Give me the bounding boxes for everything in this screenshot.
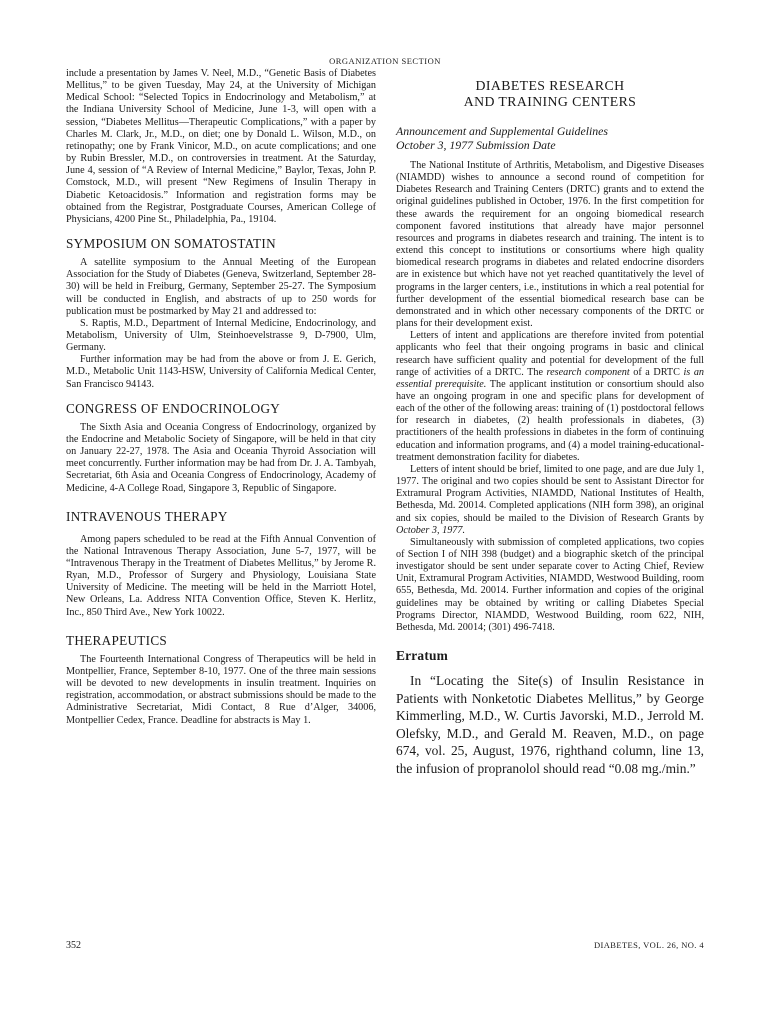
somatostatin-paragraph-3: Further information may be had from the above or from J. E. Gerich, M.D., Metabolic Unit 1143-HSW, University of California Medical Center, San Francisco 94143. (66, 354, 376, 390)
intro-paragraph: include a presentation by James V. Neel, M.D., “Genetic Basis of Diabetes Mellitus,” to be given Tuesday, May 24, at the University of Michigan Medical School: “Selected Topics in Endocrinology and Metabolism,” at the Indiana University School of Medicine, June 1-3, will open with a session, “Diabetes Mellitus—Therapeutic Complications,” with a paper by Charles M. Clark, Jr., M.D., on diet; one by Donald L. Wilson, M.D., on retinopathy; one by Frank Vinicor, M.D., on acute complications; and one by Rubin Bressler, M.D., on controversies in treatment. At the Saturday, June 4, session of “A Review of Internal Medicine,” Baylor, Texas, John P. Comstock, M.D., will present “New Regimens of Insulin Therapy in Diabetic Ketoacidosis.” Information and registration forms may be obtained from the Registrar, Postgraduate Courses, American College of Physicians, 4200 Pine St., Philadelphia, Pa., 19104. (66, 68, 376, 225)
endocrinology-paragraph: The Sixth Asia and Oceania Congress of Endocrinology, organized by the Endocrine and Metabolic Society of Singapore, will be held in that city on January 22-27, 1978. The Asia and Oceania Thyroid Association will meet concurrently. Further information may be had from Dr. J. A. Tambyah, Secretariat, 6th Asia and Oceania Congress of Endocrinology, Academy of Medicine, 4-A College Road, Singapore 3, Republic of Singapore. (66, 421, 376, 494)
p2-emphasis-b: is an essential prerequisite. (396, 366, 705, 390)
endocrinology-heading: CONGRESS OF ENDOCRINOLOGY (66, 400, 281, 416)
drtc-paragraph-4: Simultaneously with submission of completed applications, two copies of Section I of NIH 398 (budget) and a biographic sketch of the principal investigator should be sent under separate cover to Acting Chief, Review Unit, Extramural Program Activities, NIAMDD, Westwood Building, room 655, Bethesda, Md. 20014. Further information and copies of the original guidelines may be obtained by writing or calling Diabetes Special Programs Director, NIAMDD, Westwood Building, room 622, NIH, Bethesda, Md. 20014; (301) 496-7418. (396, 536, 704, 633)
p2-text-b: of a DRTC (629, 366, 684, 378)
intravenous-heading: INTRAVENOUS THERAPY (66, 508, 228, 524)
page-number: 352 (66, 940, 81, 951)
erratum-body: In “Locating the Site(s) of Insulin Resistance in Patients with Nonketotic Diabetes Mellitus,” by George Kimmerling, M.D., W. Curtis Javorski, M.D., Jerrold M. Olefsky, M.D., and Gerald M. Reaven, M.D., on page 674, vol. 25, August, 1976, righthand column, line 13, the infusion of propranolol should read “0.08 mg./min.” (396, 673, 704, 777)
p3-emphasis: October 3, 1977. (396, 524, 466, 536)
journal-citation: DIABETES, VOL. 26, NO. 4 (593, 940, 704, 950)
p2-text-c: The applicant institution or consortium should also have an ongoing program in one and specific plans for development of each of the other of the following areas: training of (1) postdoctoral fellows for research in diabetes, (2) health professionals in diabetes, (3) practitioners of the health professions in diabetes in the form of continuing education and information programs, and (4) a model training-educational-treatment demonstration facility for diabetes. (396, 378, 704, 463)
article-title-line-2: AND TRAINING CENTERS (463, 94, 637, 109)
erratum-heading: Erratum (396, 648, 448, 664)
intravenous-paragraph: Among papers scheduled to be read at the Fifth Annual Convention of the National Intravenous Therapy Association, June 5-7, 1977, will be “Intravenous Therapy in the Treatment of Diabetes Mellitus,” by Jerome R. Ryan, M.D., Professor of Surgery and Physiology, Louisiana State University of Medicine. The meeting will be held in the Marriott Hotel, New Orleans, La. Address NITA Convention Office, Steven K. Herlitz, Inc., 850 Third Ave., New York 10022. (66, 533, 376, 618)
therapeutics-paragraph: The Fourteenth International Congress of Therapeutics will be held in Montpellier, France, September 8-10, 1977. One of the three main sessions will be devoted to new developments in insulin treatment. Inquiries on registration, accommodation, or abstract submissions should be made to the Administrative Secretariat, Midi Contact, 8 Rue d’Alger, 34006, Montpellier Cedex, France. Deadline for abstracts is May 1. (66, 653, 376, 726)
somatostatin-paragraph-1: A satellite symposium to the Annual Meeting of the European Association for the Study of Diabetes (Geneva, Switzerland, September 28-30) will be held in Freiburg, Germany, September 25-27. The Symposium will be conducted in English, and abstracts of up to 250 words for publication must be postmarked by May 21 and addressed to: (66, 257, 376, 317)
somatostatin-paragraph-2: S. Raptis, M.D., Department of Internal Medicine, Endocrinology, and Metabolism, University of Ulm, Steinhoevelstrasse 9, D-7900, Ulm, Germany. (66, 317, 376, 354)
subtitle-line-1: Announcement and Supplemental Guidelines (396, 124, 608, 138)
drtc-paragraph-3 (396, 464, 704, 537)
article-subtitle (396, 124, 704, 152)
therapeutics-heading: THERAPEUTICS (66, 632, 168, 648)
left-column (66, 68, 376, 727)
p2-emphasis-a: research component (546, 366, 630, 378)
article-title-line-1: DIABETES RESEARCH (475, 78, 625, 93)
right-column (396, 68, 704, 778)
drtc-paragraph-2 (396, 330, 704, 464)
somatostatin-heading: SYMPOSIUM ON SOMATOSTATIN (66, 236, 276, 252)
subtitle-line-2: October 3, 1977 Submission Date (396, 138, 556, 152)
p3-text: Letters of intent should be brief, limited to one page, and are due July 1, 1977. The original and two copies should be sent to Assistant Director for Extramural Program Activities, NIAMDD, National Institutes of Health, Bethesda, Md. 20014. Completed applications (NIH form 398), an original and six copies, should be mailed to the Division of Research Grants by (396, 463, 704, 524)
drtc-paragraph-1: The National Institute of Arthritis, Metabolism, and Digestive Diseases (NIAMDD) wishes to announce a second round of competition for Diabetes Research and Training Centers (DRTC) grants and to extend the original guidelines published in October, 1976. In the first competition for these awards the requirement for an ongoing biomedical research component favored institutions that already have major personnel resources and programs in diabetes research and training. The intent is to extend this concept to institutions or consortiums where high quality biomedical research programs in diabetes and related endocrine disorders are in existence but which have not yet reached quantitatively the level of programs in the larger centers, i.e., institutions in which a real potential for further development of the essential biomedical research base can be demonstrated and in which other necessary components of the DRTC or plans for their development exist. (396, 160, 704, 330)
article-title (396, 78, 704, 110)
running-head: ORGANIZATION SECTION (329, 56, 441, 66)
p2-text-a: Letters of intent and applications are therefore invited from potential applicants who feel that their ongoing programs in basic and clinical research have sufficient quality and potential for development of the full range of activities of a DRTC. The (396, 330, 704, 378)
